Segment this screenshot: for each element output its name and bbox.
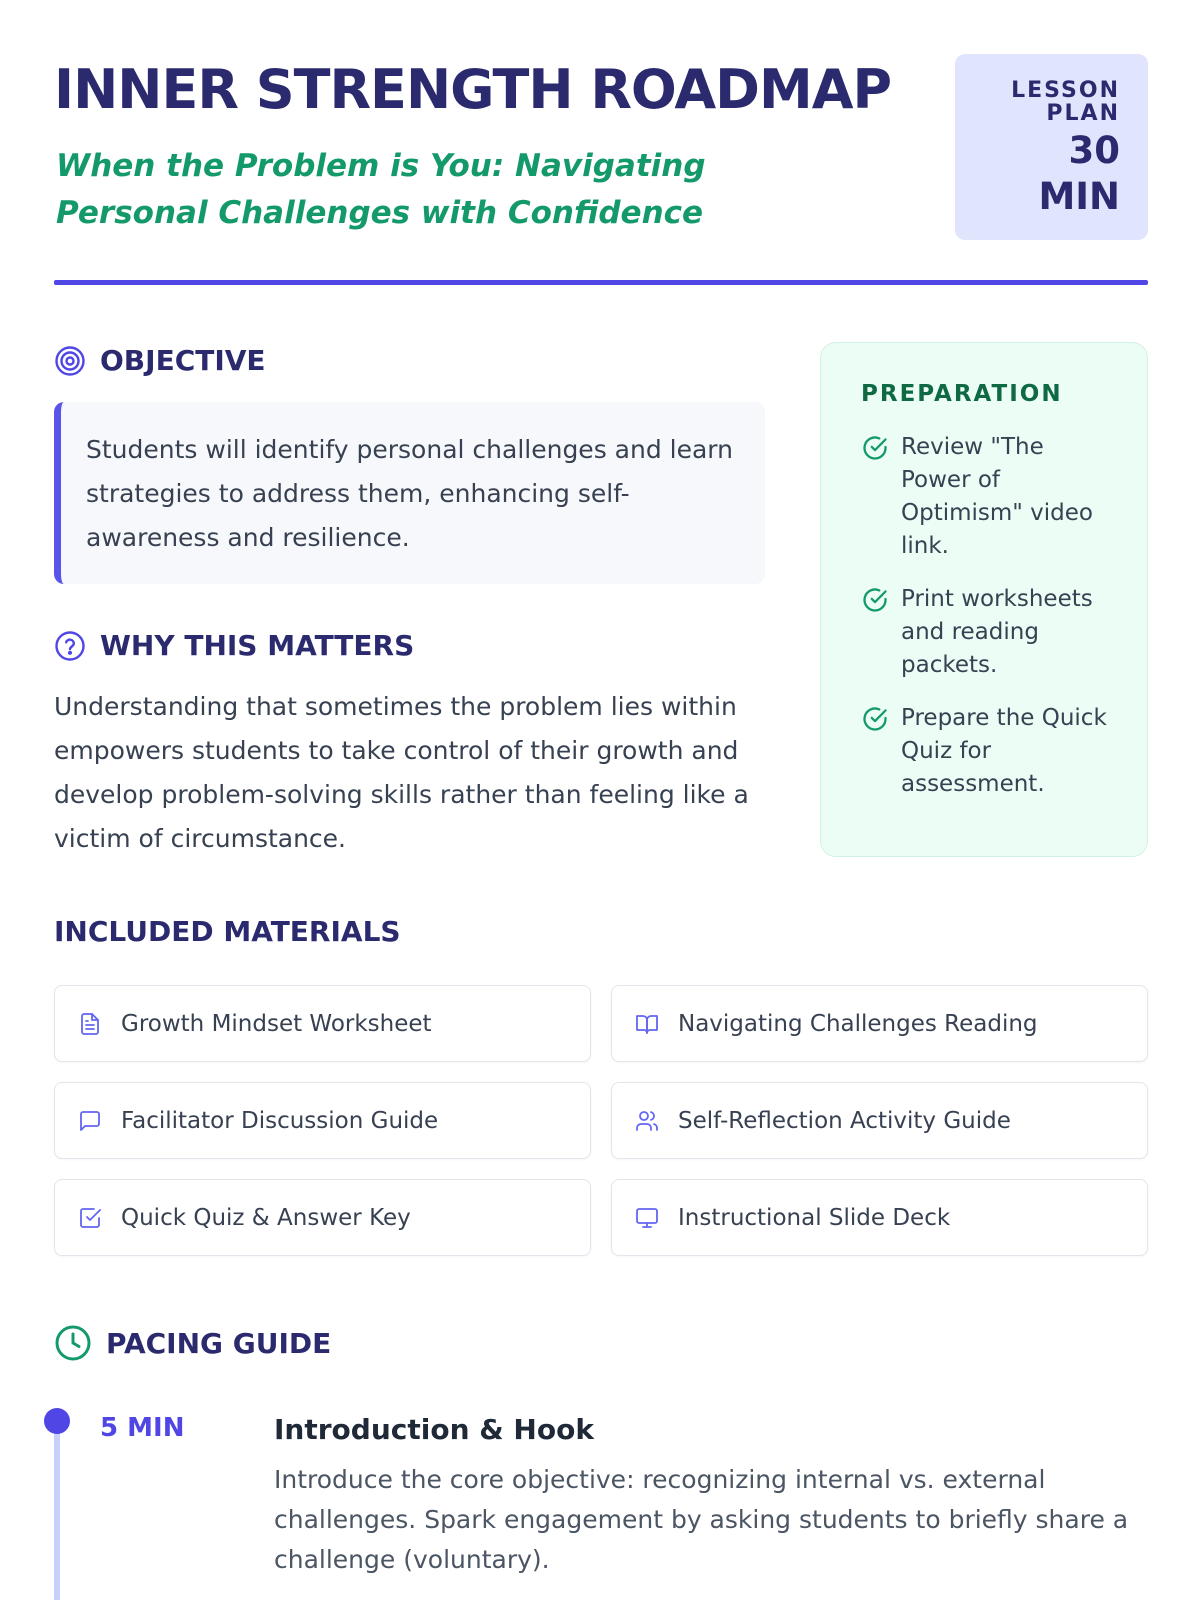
check-circle-icon: [861, 434, 889, 462]
objective-heading: [54, 344, 266, 377]
material-label: Facilitator Discussion Guide: [121, 1107, 439, 1134]
badge-label-line-2: PLAN: [1046, 101, 1120, 126]
header-divider: [54, 280, 1148, 285]
checkbox-icon: [78, 1206, 102, 1230]
preparation-card: [820, 342, 1148, 857]
pacing-heading: [54, 1324, 331, 1362]
preparation-item: [861, 583, 1117, 682]
chat-icon: [78, 1109, 102, 1133]
pacing-step-title: Introduction & Hook: [274, 1413, 594, 1446]
lesson-duration-badge: [955, 54, 1148, 240]
objective-heading-label: OBJECTIVE: [100, 344, 266, 377]
preparation-item-text: Review "The Power of Optimism" video link.: [901, 434, 1094, 559]
clock-icon: [54, 1324, 92, 1362]
preparation-item: [861, 702, 1117, 801]
badge-value-line-1: 30: [1068, 129, 1120, 172]
material-navigating-challenges-reading[interactable]: [611, 985, 1148, 1062]
material-label: Instructional Slide Deck: [678, 1204, 951, 1231]
question-circle-icon: [54, 630, 86, 662]
why-heading: [54, 629, 414, 662]
badge-label-line-1: LESSON: [1011, 78, 1120, 103]
pacing-step-description: Introduce the core objective: recognizing internal vs. external challenges. Spark engagement by asking students to briefly share a challenge (voluntary).: [274, 1465, 1129, 1574]
check-circle-icon: [861, 705, 889, 733]
material-self-reflection-activity-guide[interactable]: [611, 1082, 1148, 1159]
users-icon: [635, 1109, 659, 1133]
material-quick-quiz-answer-key[interactable]: [54, 1179, 591, 1256]
pacing-heading-label: PACING GUIDE: [106, 1326, 332, 1360]
badge-value-line-2: MIN: [1038, 175, 1120, 218]
preparation-item-text: Prepare the Quick Quiz for assessment.: [901, 705, 1107, 797]
monitor-icon: [635, 1206, 659, 1230]
check-circle-icon: [861, 586, 889, 614]
material-growth-mindset-worksheet[interactable]: [54, 985, 591, 1062]
material-facilitator-discussion-guide[interactable]: [54, 1082, 591, 1159]
materials-heading: INCLUDED MATERIALS: [54, 915, 401, 948]
preparation-item: [861, 431, 1117, 563]
preparation-heading: PREPARATION: [861, 381, 1063, 407]
book-icon: [635, 1012, 659, 1036]
page-title: INNER STRENGTH ROADMAP: [54, 58, 892, 121]
timeline-line: [54, 1418, 60, 1600]
pacing-step-time: 5 MIN: [100, 1413, 185, 1443]
why-text: Understanding that sometimes the problem lies within empowers students to take control of their growth and develop problem-solving skills rather than feeling like a victim of circumstance.: [54, 692, 749, 853]
target-icon: [54, 345, 86, 377]
material-label: Quick Quiz & Answer Key: [121, 1204, 411, 1231]
material-label: Navigating Challenges Reading: [678, 1010, 1038, 1037]
material-label: Self-Reflection Activity Guide: [678, 1107, 1011, 1134]
timeline-dot: [44, 1408, 70, 1434]
objective-text: Students will identify personal challenges and learn strategies to address them, enhancing self-awareness and resilience.: [54, 402, 765, 584]
page-subtitle: When the Problem is You: Navigating Personal Challenges with Confidence: [56, 148, 706, 231]
why-heading-label: WHY THIS MATTERS: [100, 629, 415, 662]
material-label: Growth Mindset Worksheet: [121, 1010, 432, 1037]
document-icon: [78, 1012, 102, 1036]
preparation-item-text: Print worksheets and reading packets.: [901, 586, 1093, 678]
material-instructional-slide-deck[interactable]: [611, 1179, 1148, 1256]
